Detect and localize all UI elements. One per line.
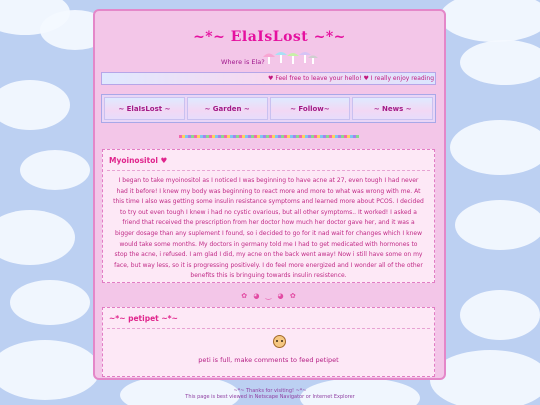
- dot-divider: [179, 135, 359, 138]
- petipet-divider: [107, 328, 430, 329]
- site-title: ~*~ ElaIsLost ~*~: [193, 29, 346, 45]
- pet-icon[interactable]: [273, 335, 286, 348]
- site-subtitle: Where is Ela?: [221, 58, 265, 66]
- nav-garden[interactable]: ~ Garden ~: [187, 97, 268, 120]
- main-panel: [93, 9, 446, 380]
- mushroom-icon: [260, 50, 320, 66]
- footer: [0, 388, 540, 400]
- post-title: Myoinositol ♥: [109, 156, 168, 165]
- footer-thanks: ~*~ Thanks for visiting! ~*~: [233, 388, 307, 394]
- post-divider: [107, 170, 430, 171]
- post-box: [102, 149, 435, 283]
- footer-browser-note: This page is best viewed in Netscape Navigator or Internet Explorer: [185, 394, 355, 400]
- petipet-box: [102, 307, 435, 377]
- petipet-caption: peti is full, make comments to feed petipet: [198, 356, 339, 364]
- nav-follow[interactable]: ~ Follow~: [270, 97, 351, 120]
- nav-bar: [101, 94, 436, 123]
- petipet-title: ~*~ petipet ~*~: [109, 314, 178, 323]
- nav-news[interactable]: ~ News ~: [352, 97, 433, 120]
- marquee-text: ♥ Feel free to leave your hello! ♥ I really enjoy reading: [268, 75, 434, 82]
- post-body: I began to take myoinositol as I noticed I was beginning to have acne at 27, even tough I had never had it before! I knew my body was beginning to react more and more to what was wrong with me. At this time I also was getting some insulin resistance symptoms and learned more about PCOS. I decided to try out even tough I knew i had no cystic ovarious, but all other symptoms.. It worked! I asked a friend that received the prescription from her doctor how much her doctor gave her, and it was a bigger dosage than any suplement I found, so i decided to go for it nad wait for changes which I knew would take some months. My doctors in germany told me I had to get medicated with hormones to stop the acne, i refused. I am glad I did, my acne on the back went away! Now i still have some on my face, but way less, so it is progressing positively. I do feel more energized and I wonder all of the other benefits this is bringuing towards insulin resistence.: [113, 177, 424, 280]
- emoticon-separator: ✿ ◕ ‿ ◕ ✿: [241, 292, 298, 300]
- nav-elaislost[interactable]: ~ ElaIsLost ~: [104, 97, 185, 120]
- marquee-banner: [101, 72, 436, 85]
